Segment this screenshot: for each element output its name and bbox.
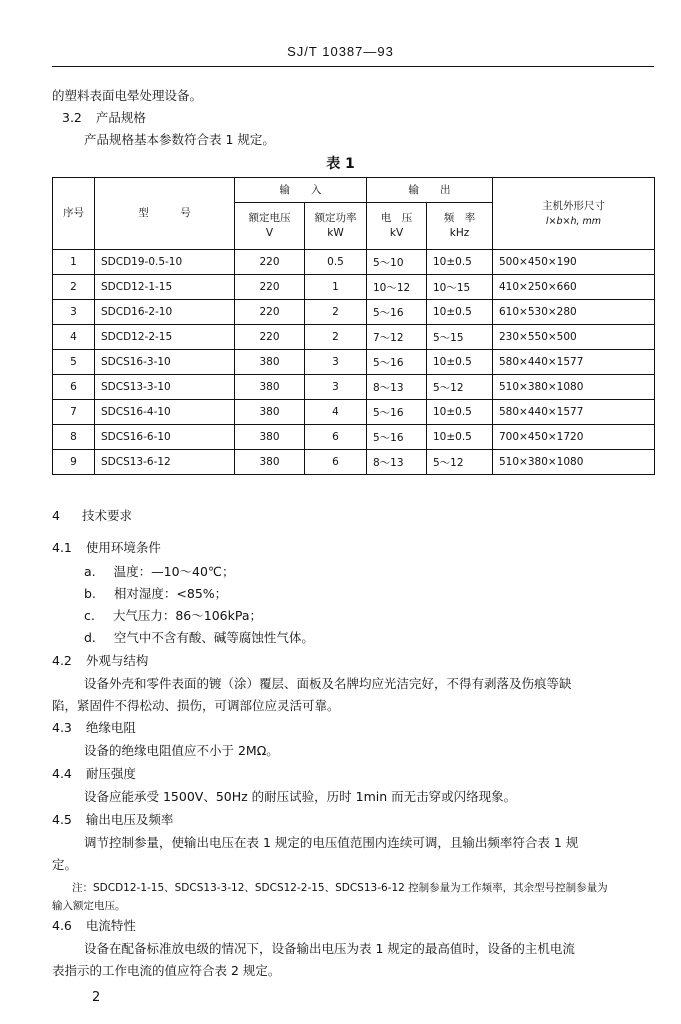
table-row — [53, 375, 655, 400]
cell-voltage: 10～12 — [367, 275, 427, 300]
section-4-5-heading — [52, 812, 173, 828]
section-4-1-heading — [52, 540, 161, 556]
section-4-2-text-line1: 设备外壳和零件表面的镀（涂）覆层、面板及名牌均应光洁完好，不得有剥落及伤痕等缺 — [84, 676, 572, 691]
page-header: SJ/T 10387—93 — [287, 44, 394, 59]
cell-frequency: 10～15 — [427, 275, 493, 300]
cell-rated-power: 1 — [305, 275, 367, 300]
cell-rated-power: 3 — [305, 375, 367, 400]
cell-rated-power: 3 — [305, 350, 367, 375]
section-4-3-heading — [52, 720, 136, 736]
header-frequency — [427, 203, 493, 250]
cell-dimensions: 580×440×1577 — [493, 400, 655, 425]
header-voltage-label: 电 压 — [380, 212, 413, 224]
cell-frequency: 5～15 — [427, 325, 493, 350]
list-item-text: 空气中不含有酸、碱等腐蚀性气体。 — [113, 630, 314, 645]
cell-rated-voltage: 220 — [235, 275, 305, 300]
cell-index: 5 — [53, 350, 95, 375]
intro-line: 的塑料表面电晕处理设备。 — [52, 88, 203, 103]
header-rated-power — [305, 203, 367, 250]
cell-voltage: 5～16 — [367, 350, 427, 375]
cell-dimensions: 610×530×280 — [493, 300, 655, 325]
cell-model: SDCS16-4-10 — [95, 400, 235, 425]
header-output: 输 出 — [367, 178, 493, 203]
section-4-6-text-line2: 表指示的工作电流的值应符合表 2 规定。 — [52, 963, 281, 978]
table-row — [53, 400, 655, 425]
cell-frequency: 5～12 — [427, 375, 493, 400]
cell-index: 6 — [53, 375, 95, 400]
header-voltage — [367, 203, 427, 250]
section-4-5-text-line2: 定。 — [52, 857, 78, 872]
cell-rated-voltage: 220 — [235, 300, 305, 325]
cell-voltage: 5～10 — [367, 250, 427, 275]
section-title: 技术要求 — [81, 508, 132, 523]
section-4-4-text: 设备应能承受 1500V、50Hz 的耐压试验，历时 1min 而无击穿或闪络现象。 — [84, 789, 517, 804]
cell-index: 4 — [53, 325, 95, 350]
section-title: 电流特性 — [85, 918, 136, 933]
section-4-5-note-line1: 注：SDCD12-1-15、SDCS13-3-12、SDCS12-2-15、SDCS13-6-12 控制参量为工作频率，其余型号控制参量为 — [72, 882, 608, 894]
cell-voltage: 7～12 — [367, 325, 427, 350]
table-row — [53, 425, 655, 450]
list-item-text: 相对湿度：<85%； — [113, 586, 228, 601]
cell-rated-voltage: 220 — [235, 250, 305, 275]
spec-table — [52, 177, 655, 475]
header-index: 序号 — [53, 178, 95, 250]
header-rule — [52, 66, 654, 67]
section-number: 4 — [52, 508, 60, 523]
section-number: 3.2 — [62, 110, 82, 125]
cell-rated-power: 2 — [305, 325, 367, 350]
section-title: 产品规格 — [95, 110, 146, 125]
header-model: 型 号 — [95, 178, 235, 250]
cell-model: SDCD19-0.5-10 — [95, 250, 235, 275]
cell-rated-voltage: 380 — [235, 400, 305, 425]
list-item — [84, 586, 227, 602]
section-number: 4.3 — [52, 720, 72, 735]
section-title: 绝缘电阻 — [85, 720, 136, 735]
table-row — [53, 325, 655, 350]
cell-index: 8 — [53, 425, 95, 450]
section-4-2-heading — [52, 653, 148, 669]
section-4-6-heading — [52, 918, 136, 934]
section-title: 使用环境条件 — [85, 540, 161, 555]
cell-frequency: 5～12 — [427, 450, 493, 475]
cell-frequency: 10±0.5 — [427, 300, 493, 325]
cell-index: 7 — [53, 400, 95, 425]
table-row — [53, 450, 655, 475]
cell-model: SDCD16-2-10 — [95, 300, 235, 325]
cell-voltage: 8～13 — [367, 375, 427, 400]
cell-rated-voltage: 380 — [235, 450, 305, 475]
cell-rated-voltage: 220 — [235, 325, 305, 350]
list-item — [84, 564, 234, 580]
cell-dimensions: 500×450×190 — [493, 250, 655, 275]
cell-frequency: 10±0.5 — [427, 425, 493, 450]
header-frequency-unit: kHz — [449, 227, 470, 239]
section-title: 耐压强度 — [85, 766, 136, 781]
cell-index: 2 — [53, 275, 95, 300]
list-item-label: b. — [84, 586, 96, 601]
section-3-2-text: 产品规格基本参数符合表 1 规定。 — [84, 132, 275, 147]
section-4-5-note-line2: 输入额定电压。 — [52, 900, 126, 912]
cell-rated-power: 0.5 — [305, 250, 367, 275]
page-number: 2 — [92, 990, 101, 1005]
cell-dimensions: 580×440×1577 — [493, 350, 655, 375]
table-row — [53, 275, 655, 300]
cell-dimensions: 510×380×1080 — [493, 450, 655, 475]
table-row — [53, 350, 655, 375]
cell-voltage: 8～13 — [367, 450, 427, 475]
cell-index: 1 — [53, 250, 95, 275]
section-number: 4.1 — [52, 540, 72, 555]
header-voltage-unit: kV — [389, 227, 404, 239]
list-item-text: 温度：—10～40℃； — [113, 564, 235, 579]
section-title: 外观与结构 — [85, 653, 149, 668]
section-4-4-heading — [52, 766, 136, 782]
table-row — [53, 300, 655, 325]
section-4-3-text: 设备的绝缘电阻值应不小于 2MΩ。 — [84, 743, 279, 758]
header-rated-voltage-label: 额定电压 — [248, 212, 291, 224]
cell-rated-voltage: 380 — [235, 350, 305, 375]
cell-rated-power: 6 — [305, 450, 367, 475]
cell-model: SDCS13-3-10 — [95, 375, 235, 400]
list-item — [84, 630, 314, 646]
cell-dimensions: 510×380×1080 — [493, 375, 655, 400]
header-rated-voltage-unit: V — [265, 227, 274, 239]
cell-model: SDCS13-6-12 — [95, 450, 235, 475]
list-item-label: c. — [84, 608, 95, 623]
section-4-6-text-line1: 设备在配备标准放电级的情况下，设备输出电压为表 1 规定的最高值时，设备的主机电流 — [84, 941, 575, 956]
cell-rated-power: 2 — [305, 300, 367, 325]
section-4-2-text-line2: 陷，紧固件不得松动、损伤，可调部位应灵活可靠。 — [52, 698, 340, 713]
section-4-heading — [52, 508, 132, 524]
cell-dimensions: 230×550×500 — [493, 325, 655, 350]
header-rated-power-label: 额定功率 — [314, 212, 357, 224]
section-number: 4.6 — [52, 918, 72, 933]
table-caption: 表 1 — [326, 156, 355, 172]
table-row — [53, 250, 655, 275]
header-rated-voltage — [235, 203, 305, 250]
cell-index: 9 — [53, 450, 95, 475]
cell-voltage: 5～16 — [367, 425, 427, 450]
section-number: 4.4 — [52, 766, 72, 781]
cell-dimensions: 410×250×660 — [493, 275, 655, 300]
cell-rated-power: 4 — [305, 400, 367, 425]
cell-model: SDCD12-2-15 — [95, 325, 235, 350]
cell-frequency: 10±0.5 — [427, 250, 493, 275]
section-number: 4.2 — [52, 653, 72, 668]
header-frequency-label: 频 率 — [443, 212, 476, 224]
header-dimensions-label: 主机外形尺寸 — [542, 199, 605, 212]
cell-model: SDCD12-1-15 — [95, 275, 235, 300]
cell-frequency: 10±0.5 — [427, 350, 493, 375]
list-item — [84, 608, 262, 624]
cell-frequency: 10±0.5 — [427, 400, 493, 425]
cell-rated-voltage: 380 — [235, 375, 305, 400]
section-title: 输出电压及频率 — [85, 812, 174, 827]
cell-model: SDCS16-3-10 — [95, 350, 235, 375]
header-input: 输 入 — [235, 178, 367, 203]
header-rated-power-unit: kW — [327, 227, 344, 239]
cell-model: SDCS16-6-10 — [95, 425, 235, 450]
section-3-2-heading — [62, 110, 146, 126]
cell-rated-power: 6 — [305, 425, 367, 450]
cell-index: 3 — [53, 300, 95, 325]
cell-voltage: 5～16 — [367, 300, 427, 325]
header-dimensions-unit: l×b×h, mm — [545, 215, 602, 227]
cell-rated-voltage: 380 — [235, 425, 305, 450]
list-item-label: d. — [84, 630, 96, 645]
list-item-label: a. — [84, 564, 96, 579]
cell-voltage: 5～16 — [367, 400, 427, 425]
section-number: 4.5 — [52, 812, 72, 827]
list-item-text: 大气压力：86～106kPa； — [112, 608, 262, 623]
header-dimensions — [493, 178, 655, 250]
table-header-row — [53, 178, 655, 203]
cell-dimensions: 700×450×1720 — [493, 425, 655, 450]
section-4-5-text-line1: 调节控制参量，使输出电压在表 1 规定的电压值范围内连续可调，且输出频率符合表 1 规 — [84, 835, 579, 850]
